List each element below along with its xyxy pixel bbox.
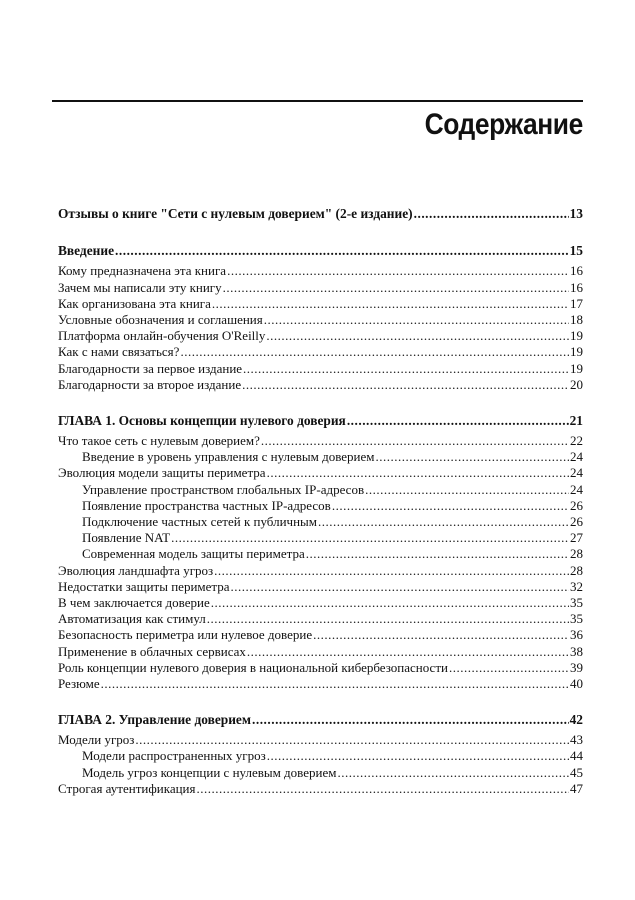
toc-entry-title: Благодарности за второе издание (58, 376, 242, 392)
toc-page-number: 47 (570, 780, 583, 796)
toc-page-number: 36 (570, 627, 583, 643)
toc-entry[interactable] (58, 732, 583, 748)
toc-entry[interactable] (58, 312, 583, 328)
dot-leader (414, 206, 569, 222)
toc-page-number: 24 (570, 465, 583, 481)
toc-entry[interactable] (58, 498, 583, 514)
toc-page-number: 19 (570, 360, 583, 376)
toc-chapter-entry[interactable] (58, 243, 583, 259)
toc-page-number: 19 (570, 328, 583, 344)
toc-entry[interactable] (58, 660, 583, 676)
toc-page-number: 35 (570, 594, 583, 610)
dot-leader (313, 627, 569, 643)
toc-page-number: 22 (570, 433, 583, 449)
toc-entry[interactable] (58, 748, 583, 764)
dot-leader (223, 280, 569, 296)
toc-entry[interactable] (58, 361, 583, 377)
toc-entry-title: Современная модель защиты периметра (82, 546, 305, 562)
toc-entry-title: Безопасность периметра или нулевое доверие (58, 627, 313, 643)
dot-leader (135, 732, 569, 748)
toc-entry[interactable] (58, 546, 583, 562)
toc-chapter-entry[interactable] (58, 712, 583, 728)
dot-leader (266, 328, 569, 344)
toc-entry[interactable] (58, 449, 583, 465)
toc-page-number: 27 (570, 530, 583, 546)
page-title: Содержание (424, 108, 583, 141)
toc-entry[interactable] (58, 433, 583, 449)
toc-entry-title: Модели угроз (58, 732, 135, 748)
toc-page-number: 26 (570, 497, 583, 513)
dot-leader (252, 712, 569, 728)
toc-page-number: 45 (570, 764, 583, 780)
toc-entry[interactable] (58, 482, 583, 498)
toc-entry-title: Условные обозначения и соглашения (58, 311, 263, 327)
toc-page-number: 38 (570, 643, 583, 659)
toc-entry[interactable] (58, 328, 583, 344)
dot-leader (243, 361, 569, 377)
toc-entry-title: Подключение частных сетей к публичным (82, 514, 317, 529)
toc-entry-title: Введение в уровень управления с нулевым доверием (82, 449, 375, 465)
toc-entry[interactable] (58, 280, 583, 296)
toc-page-number: 13 (569, 206, 583, 221)
dot-leader (115, 243, 569, 259)
toc-entry-title: Модель угроз концепции с нулевым доверием (82, 764, 337, 780)
toc-entry-title: Строгая аутентификация (58, 780, 196, 796)
toc-entry[interactable] (58, 627, 583, 643)
dot-leader (101, 676, 569, 692)
toc-entry[interactable] (58, 644, 583, 660)
toc-page-number: 17 (570, 295, 583, 311)
toc-entry-title: Недостатки защиты периметра (58, 578, 230, 594)
dot-leader (449, 660, 569, 676)
toc-entry-title: Кому предназначена эта книга (58, 263, 227, 279)
dot-leader (376, 449, 569, 465)
toc-entry-title: Появление пространства частных IP-адресов (82, 497, 331, 513)
toc-entry-title: Управление пространством глобальных IP-адресов (82, 481, 365, 497)
toc-page-number: 24 (570, 449, 583, 465)
toc-page-number: 18 (570, 311, 583, 327)
toc-entry-title: Благодарности за первое издание (58, 360, 243, 376)
toc-entry-title: Что такое сеть с нулевым доверием? (58, 433, 260, 449)
toc-entry-title: Появление NAT (82, 530, 171, 546)
dot-leader (180, 344, 569, 360)
dot-leader (332, 498, 569, 514)
toc-page-number: 44 (570, 748, 583, 764)
dot-leader (171, 530, 569, 546)
toc-entry[interactable] (58, 296, 583, 312)
dot-leader (231, 579, 569, 595)
toc-chapter-entry[interactable] (58, 206, 583, 222)
toc-page-number: 16 (570, 263, 583, 279)
dot-leader (365, 482, 569, 498)
dot-leader (306, 546, 569, 562)
toc-page-number: 43 (570, 732, 583, 748)
dot-leader (242, 377, 569, 393)
toc-entry[interactable] (58, 563, 583, 579)
toc-entry-title: ГЛАВА 2. Управление доверием (58, 712, 251, 728)
toc-page-number: 21 (569, 412, 583, 428)
toc-page-number: 24 (570, 481, 583, 497)
dot-leader (247, 644, 569, 660)
toc-entry-title: Как с нами связаться? (58, 344, 180, 360)
toc-page-number: 26 (570, 514, 583, 529)
dot-leader (261, 433, 569, 449)
toc-page-number: 42 (569, 712, 583, 728)
toc-entry[interactable] (58, 781, 583, 797)
dot-leader (211, 595, 569, 611)
toc-entry[interactable] (58, 514, 583, 530)
toc-page-number: 28 (570, 562, 583, 578)
toc-entry-title: Автоматизация как стимул (58, 611, 206, 627)
dot-leader (212, 296, 569, 312)
toc-entry-title: Введение (58, 243, 115, 259)
dot-leader (264, 312, 569, 328)
toc-page-number: 16 (570, 279, 583, 295)
toc-entry-title: Применение в облачных сервисах (58, 643, 246, 659)
toc-entry[interactable] (58, 765, 583, 781)
toc-page-number: 20 (570, 376, 583, 392)
toc-entry-title: Зачем мы написали эту книгу (58, 279, 222, 295)
toc-entry[interactable] (58, 465, 583, 481)
toc-entry-title: Модели распространенных угроз (82, 748, 266, 764)
dot-leader (197, 781, 570, 797)
toc-entry-title: Платформа онлайн-обучения O'Reilly (58, 328, 266, 344)
dot-leader (267, 465, 569, 481)
toc-entry-title: Как организована эта книга (58, 295, 211, 311)
dot-leader (267, 748, 569, 764)
toc-entry[interactable] (58, 530, 583, 546)
toc-entry[interactable] (58, 595, 583, 611)
toc-entry[interactable] (58, 344, 583, 360)
toc-chapter-entry[interactable] (58, 413, 583, 429)
toc-entry-title: Роль концепции нулевого доверия в национальной кибербезопасности (58, 659, 448, 675)
dot-leader (337, 765, 569, 781)
toc-entry[interactable] (58, 676, 583, 692)
toc-entry[interactable] (58, 263, 583, 279)
dot-leader (227, 263, 569, 279)
toc-entry[interactable] (58, 377, 583, 393)
toc-page-number: 28 (570, 546, 583, 562)
toc-entry[interactable] (58, 611, 583, 627)
toc-page-number: 35 (570, 611, 583, 627)
toc-page-number: 39 (570, 659, 583, 675)
toc-entry-title: Эволюция модели защиты периметра (58, 465, 266, 481)
table-of-contents (58, 206, 583, 797)
toc-entry-title: Резюме (58, 675, 100, 691)
toc-entry[interactable] (58, 579, 583, 595)
dot-leader (207, 611, 569, 627)
toc-entry-title: Эволюция ландшафта угроз (58, 562, 214, 578)
toc-page-number: 15 (569, 243, 583, 259)
toc-page-number: 40 (570, 675, 583, 691)
title-rule (52, 100, 583, 102)
toc-entry-title: ГЛАВА 1. Основы концепции нулевого доверия (58, 412, 346, 428)
toc-entry-title: Отзывы о книге "Сети с нулевым доверием" (2-е издание) (58, 206, 413, 221)
dot-leader (214, 563, 569, 579)
toc-page-number: 19 (570, 344, 583, 360)
toc-page-number: 32 (570, 578, 583, 594)
dot-leader (318, 514, 569, 530)
toc-entry-title: В чем заключается доверие (58, 594, 210, 610)
dot-leader (347, 413, 569, 429)
